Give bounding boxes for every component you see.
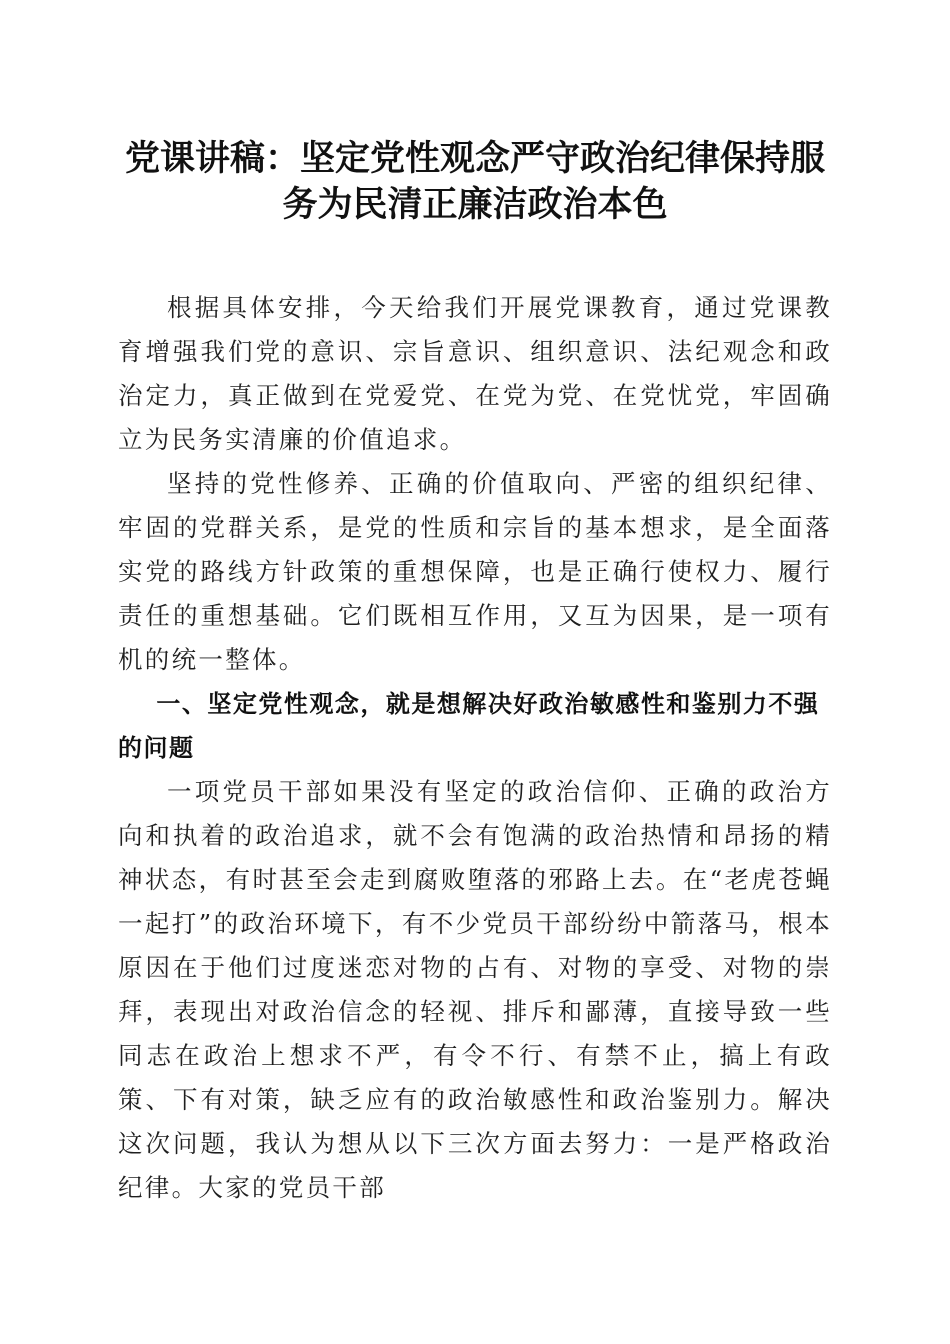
- document-title: 党课讲稿：坚定党性观念严守政治纪律保持服务为民清正廉洁政治本色: [124, 138, 825, 225]
- principles-paragraph: 坚持的党性修养、正确的价值取向、严密的组织纪律、牢固的党群关系，是党的性质和宗旨的基本想求，是全面落实党的路线方针政策的重想保障，也是正确行使权力、履行责任的重想基础。它们既相互作用，又互为因果，是一项有机的统一整体。: [118, 469, 832, 674]
- document-body: [118, 286, 832, 1210]
- section-heading: 一、坚定党性观念，就是想解决好政治敏感性和鉴别力不强的问题: [118, 690, 820, 762]
- intro-paragraph: 根据具体安排，今天给我们开展党课教育，通过党课教育增强我们党的意识、宗旨意识、组织意识、法纪观念和政治定力，真正做到在党爱党、在党为党、在党忧党，牢固确立为民务实清廉的价值追求。: [118, 293, 832, 454]
- section-paragraph: 一项党员干部如果没有坚定的政治信仰、正确的政治方向和执着的政治追求，就不会有饱满的政治热情和昂扬的精神状态，有时甚至会走到腐败堕落的邪路上去。在“老虎苍蝇一起打”的政治环境下，有不少党员干部纷纷中箭落马，根本原因在于他们过度迷恋对物的占有、对物的享受、对物的崇拜，表现出对政治信念的轻视、排斥和鄙薄，直接导致一些同志在政治上想求不严，有令不行、有禁不止，搞上有政策、下有对策，缺乏应有的政治敏感性和政治鉴别力。解决这次问题，我认为想从以下三次方面去努力：一是严格政治纪律。大家的党员干部: [118, 777, 832, 1202]
